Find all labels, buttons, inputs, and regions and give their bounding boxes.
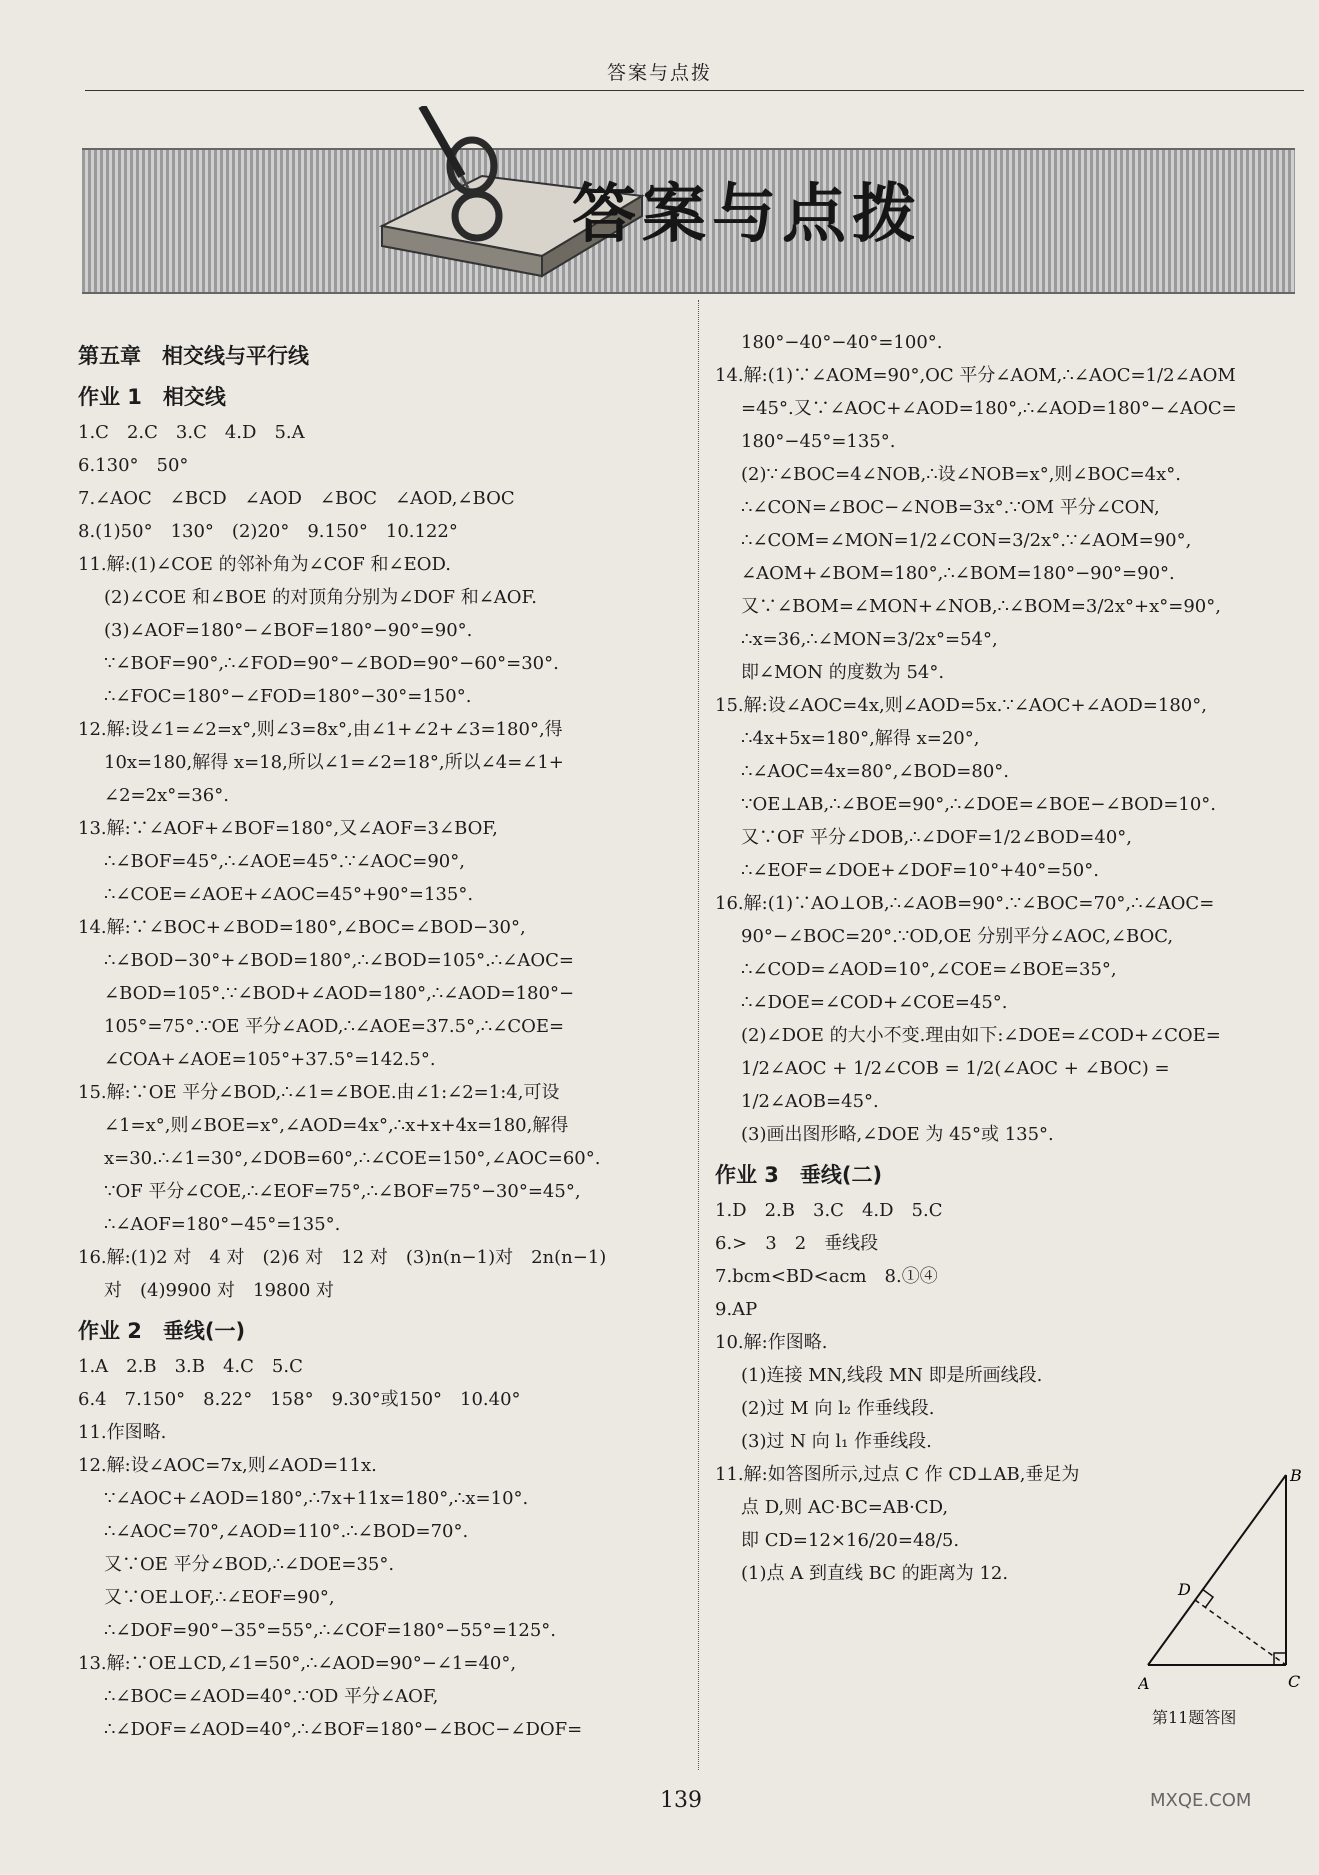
answer-line: ∠COA+∠AOE=105°+37.5°=142.5°. — [104, 1049, 436, 1070]
answer-line: (3)过 N 向 l₁ 作垂线段. — [741, 1431, 932, 1452]
answer-line: 点 D,则 AC·BC=AB·CD, — [741, 1497, 949, 1518]
answer-line: ∠BOD=105°.∵∠BOD+∠AOD=180°,∴∠AOD=180°− — [104, 983, 575, 1004]
answer-line: 1.A 2.B 3.B 4.C 5.C — [78, 1356, 303, 1377]
answer-line: 6.4 7.150° 8.22° 158° 9.30°或150° 10.40° — [78, 1389, 521, 1410]
answer-line: 14.解:(1)∵∠AOM=90°,OC 平分∠AOM,∴∠AOC=1/2∠AOM — [715, 365, 1236, 386]
answer-line: 7.bcm<BD<acm 8.①④ — [715, 1266, 938, 1287]
answer-line: 8.(1)50° 130° (2)20° 9.150° 10.122° — [78, 521, 458, 542]
answer-line: 又∵OE⊥OF,∴∠EOF=90°, — [104, 1587, 335, 1608]
answer-line: 15.解:∵OE 平分∠BOD,∴∠1=∠BOE.由∠1:∠2=1:4,可设 — [78, 1082, 560, 1103]
column-divider — [698, 300, 699, 1770]
answer-line: ∴∠COD=∠AOD=10°,∠COE=∠BOE=35°, — [741, 959, 1117, 980]
answer-line: ∴∠AOF=180°−45°=135°. — [104, 1214, 341, 1235]
answer-line: x=30.∴∠1=30°,∠DOB=60°,∴∠COE=150°,∠AOC=60°. — [104, 1148, 601, 1169]
watermark: MXQE.COM — [1150, 1790, 1252, 1811]
answer-line: 11.解:(1)∠COE 的邻补角为∠COF 和∠EOD. — [78, 554, 451, 575]
answer-line: 16.解:(1)2 对 4 对 (2)6 对 12 对 (3)n(n−1)对 2n(n−1) — [78, 1247, 607, 1268]
answer-line: =45°.又∵∠AOC+∠AOD=180°,∴∠AOD=180°−∠AOC= — [741, 398, 1237, 419]
answer-line: 14.解:∵∠BOC+∠BOD=180°,∠BOC=∠BOD−30°, — [78, 917, 526, 938]
answer-line: (2)∠COE 和∠BOE 的对顶角分别为∠DOF 和∠AOF. — [104, 587, 537, 608]
answer-line: 180°−40°−40°=100°. — [741, 332, 943, 353]
answer-line: 11.解:如答图所示,过点 C 作 CD⊥AB,垂足为 — [715, 1464, 1080, 1485]
answer-line: 1/2∠AOC + 1/2∠COB = 1/2(∠AOC + ∠BOC) = — [741, 1058, 1170, 1079]
answer-line: 1.D 2.B 3.C 4.D 5.C — [715, 1200, 943, 1221]
answer-line: 即∠MON 的度数为 54°. — [741, 662, 945, 683]
answer-line: 即 CD=12×16/20=48/5. — [741, 1530, 960, 1551]
answer-line: ∠2=2x°=36°. — [104, 785, 229, 806]
running-head: 答案与点拨 — [606, 62, 712, 84]
answer-line: ∴∠FOC=180°−∠FOD=180°−30°=150°. — [104, 686, 472, 707]
answer-line: ∴∠BOC=∠AOD=40°.∵OD 平分∠AOF, — [104, 1686, 439, 1707]
answer-line: 105°=75°.∵OE 平分∠AOD,∴∠AOE=37.5°,∴∠COE= — [104, 1016, 565, 1037]
banner-title: 答案与点拨 — [572, 178, 922, 252]
header-rule — [85, 90, 1304, 91]
answer-line: ∴∠COE=∠AOE+∠AOC=45°+90°=135°. — [104, 884, 474, 905]
answer-line: (2)∵∠BOC=4∠NOB,∴设∠NOB=x°,则∠BOC=4x°. — [741, 464, 1181, 485]
answer-line: (1)连接 MN,线段 MN 即是所画线段. — [741, 1365, 1043, 1386]
title-banner — [82, 148, 1295, 294]
answer-line: ∵OE⊥AB,∴∠BOE=90°,∴∠DOE=∠BOE−∠BOD=10°. — [741, 794, 1217, 815]
right-column — [715, 326, 1305, 1590]
answer-line: 12.解:设∠AOC=7x,则∠AOD=11x. — [78, 1455, 377, 1476]
section-title: 作业 1 相交线 — [78, 385, 226, 409]
left-column — [78, 330, 688, 1746]
answer-line: 11.作图略. — [78, 1422, 167, 1443]
label-c: C — [1288, 1672, 1301, 1691]
answer-line: 6.130° 50° — [78, 455, 189, 476]
answer-line: ∵OF 平分∠COE,∴∠EOF=75°,∴∠BOF=75°−30°=45°, — [104, 1181, 581, 1202]
answer-line: ∴∠COM=∠MON=1/2∠CON=3/2x°.∵∠AOM=90°, — [741, 530, 1192, 551]
answer-line: ∴x=36,∴∠MON=3/2x°=54°, — [741, 629, 998, 650]
answer-line: 15.解:设∠AOC=4x,则∠AOD=5x.∵∠AOC+∠AOD=180°, — [715, 695, 1207, 716]
chapter-title: 第五章 相交线与平行线 — [78, 344, 309, 368]
answer-line: 1/2∠AOB=45°. — [741, 1091, 879, 1112]
answer-line: ∴∠BOD−30°+∠BOD=180°,∴∠BOD=105°.∴∠AOC= — [104, 950, 574, 971]
answer-line: 6.> 3 2 垂线段 — [715, 1233, 879, 1254]
answer-line: 90°−∠BOC=20°.∵OD,OE 分别平分∠AOC,∠BOC, — [741, 926, 1174, 947]
answer-line: 13.解:∵∠AOF+∠BOF=180°,又∠AOF=3∠BOF, — [78, 818, 498, 839]
answer-line: 又∵∠BOM=∠MON+∠NOB,∴∠BOM=3/2x°+x°=90°, — [741, 596, 1221, 617]
answer-line: ∴∠EOF=∠DOE+∠DOF=10°+40°=50°. — [741, 860, 1099, 881]
page-number: 139 — [660, 1788, 702, 1813]
answer-line: 又∵OE 平分∠BOD,∴∠DOE=35°. — [104, 1554, 395, 1575]
answer-line: ∠AOM+∠BOM=180°,∴∠BOM=180°−90°=90°. — [741, 563, 1175, 584]
answer-line: 10x=180,解得 x=18,所以∠1=∠2=18°,所以∠4=∠1+ — [104, 752, 564, 773]
answer-line: (2)过 M 向 l₂ 作垂线段. — [741, 1398, 935, 1419]
answer-line: 13.解:∵OE⊥CD,∠1=50°,∴∠AOD=90°−∠1=40°, — [78, 1653, 517, 1674]
answer-line: 180°−45°=135°. — [741, 431, 896, 452]
answer-line: ∵∠AOC+∠AOD=180°,∴7x+11x=180°,∴x=10°. — [104, 1488, 529, 1509]
answer-line: ∴∠DOF=90°−35°=55°,∴∠COF=180°−55°=125°. — [104, 1620, 557, 1641]
answer-line: 1.C 2.C 3.C 4.D 5.A — [78, 422, 305, 443]
answer-line: 对 (4)9900 对 19800 对 — [104, 1280, 335, 1301]
answer-line: 12.解:设∠1=∠2=x°,则∠3=8x°,由∠1+∠2+∠3=180°,得 — [78, 719, 563, 740]
answer-line: ∴∠AOC=4x=80°,∠BOD=80°. — [741, 761, 1009, 782]
section-title: 作业 2 垂线(一) — [78, 1319, 246, 1343]
answer-line: (3)画出图形略,∠DOE 为 45°或 135°. — [741, 1124, 1054, 1145]
answer-line: ∴∠DOF=∠AOD=40°,∴∠BOF=180°−∠BOC−∠DOF= — [104, 1719, 583, 1740]
answer-line: (1)点 A 到直线 BC 的距离为 12. — [741, 1563, 1009, 1584]
label-a: A — [1138, 1674, 1150, 1693]
section-title: 作业 3 垂线(二) — [715, 1163, 883, 1187]
answer-line: 16.解:(1)∵AO⊥OB,∴∠AOB=90°.∵∠BOC=70°,∴∠AOC= — [715, 893, 1215, 914]
answer-line: 7.∠AOC ∠BCD ∠AOD ∠BOC ∠AOD,∠BOC — [78, 488, 515, 509]
answer-line: ∠1=x°,则∠BOE=x°,∠AOD=4x°,∴x+x+4x=180,解得 — [104, 1115, 569, 1136]
answer-line: ∵∠BOF=90°,∴∠FOD=90°−∠BOD=90°−60°=30°. — [104, 653, 559, 674]
answer-line: 9.AP — [715, 1299, 758, 1320]
label-d: D — [1178, 1580, 1191, 1599]
answer-line: 10.解:作图略. — [715, 1332, 828, 1353]
answer-line: ∴∠BOF=45°,∴∠AOE=45°.∵∠AOC=90°, — [104, 851, 465, 872]
answer-line: ∴∠DOE=∠COD+∠COE=45°. — [741, 992, 1008, 1013]
answer-line: (2)∠DOE 的大小不变.理由如下:∠DOE=∠COD+∠COE= — [741, 1025, 1221, 1046]
answer-line: ∴∠CON=∠BOC−∠NOB=3x°.∵OM 平分∠CON, — [741, 497, 1160, 518]
answer-line: (3)∠AOF=180°−∠BOF=180°−90°=90°. — [104, 620, 473, 641]
answer-line: 又∵OF 平分∠DOB,∴∠DOF=1/2∠BOD=40°, — [741, 827, 1132, 848]
label-b: B — [1290, 1466, 1302, 1485]
answer-line: ∴4x+5x=180°,解得 x=20°, — [741, 728, 980, 749]
figure-caption: 第11题答图 — [1152, 1708, 1237, 1727]
answer-line: ∴∠AOC=70°,∠AOD=110°.∴∠BOD=70°. — [104, 1521, 469, 1542]
triangle-figure — [1138, 1465, 1310, 1735]
